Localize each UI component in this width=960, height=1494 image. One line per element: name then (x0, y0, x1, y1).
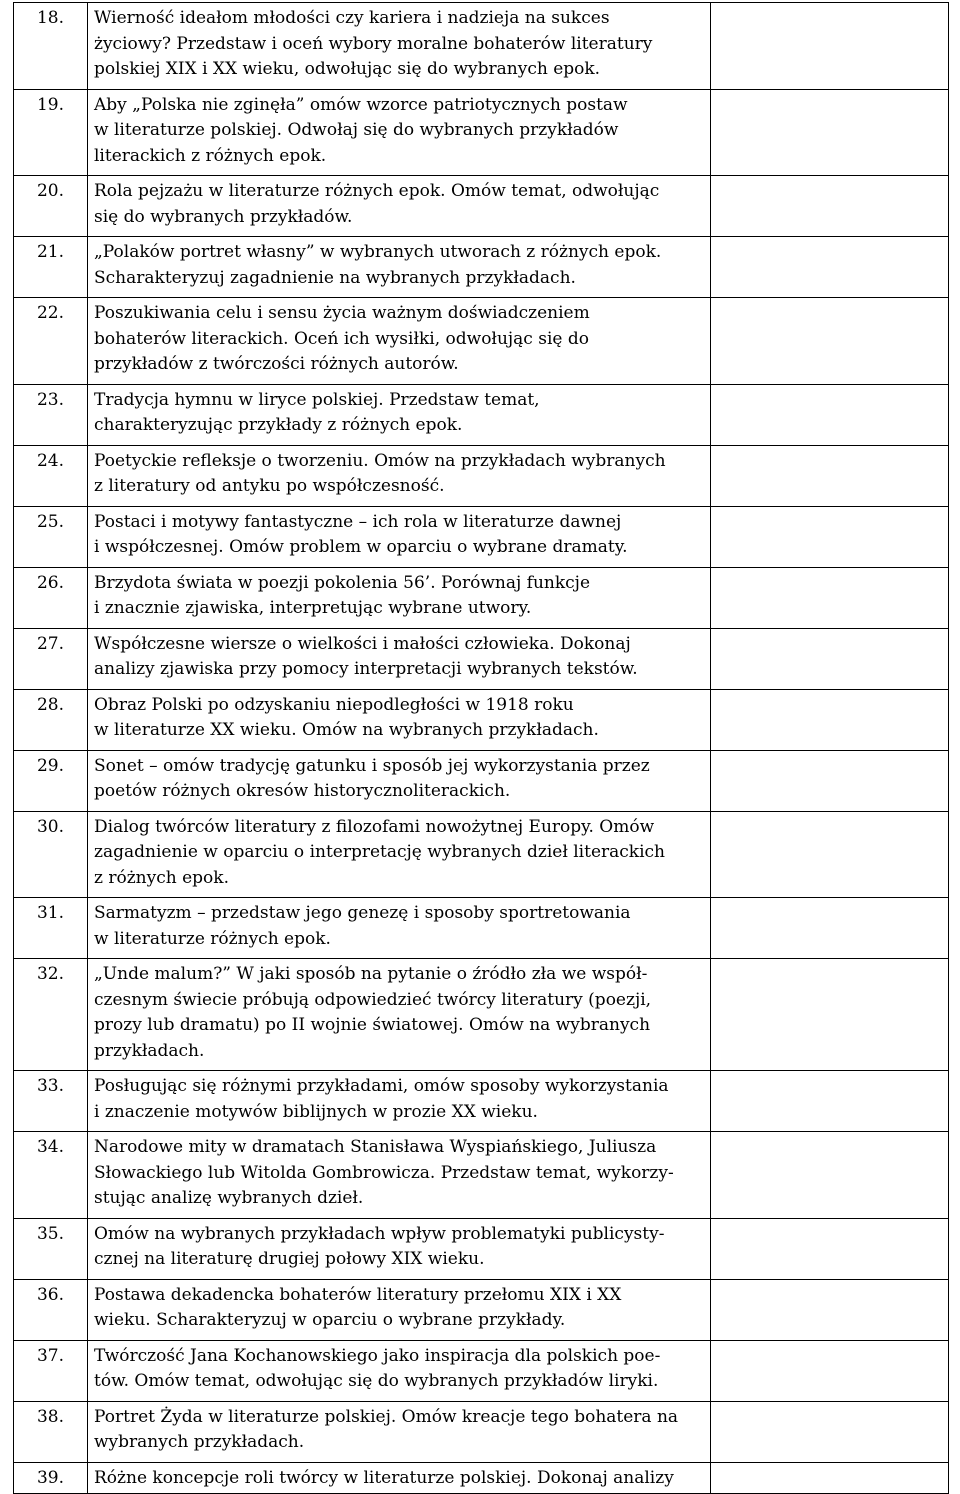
topic-text-line: Scharakteryzuj zagadnienie na wybranych przykładach. (94, 267, 576, 288)
topic-text-line: Twórczość Jana Kochanowskiego jako inspiracja dla polskich poe- (94, 1345, 661, 1366)
topic-text (88, 898, 711, 959)
topic-row (14, 567, 949, 628)
topic-text (88, 89, 711, 176)
topic-text-line: Posługując się różnymi przykładami, omów sposoby wykorzystania (94, 1076, 669, 1096)
topic-text (88, 237, 711, 298)
topic-notes-cell (711, 750, 949, 811)
topic-number: 26. (14, 567, 88, 628)
topic-row (14, 689, 949, 750)
topic-text-line: cznej na literaturę drugiej połowy XIX wieku. (94, 1249, 485, 1269)
topic-notes-cell (711, 567, 949, 628)
topic-text-line: polskiej XIX i XX wieku, odwołując się do wybranych epok. (94, 59, 601, 79)
topic-text-line: i współczesnej. Omów problem w oparciu o wybrane dramaty. (94, 537, 628, 557)
topic-text-line: przykładach. (94, 1040, 205, 1061)
topic-text (88, 1071, 711, 1132)
topic-notes-cell (711, 1218, 949, 1279)
topic-text (88, 567, 711, 628)
topic-row (14, 89, 949, 176)
topic-number: 31. (14, 898, 88, 959)
topic-text-line: Tradycja hymnu w liryce polskiej. Przedstaw temat, (94, 389, 540, 410)
topic-notes-cell (711, 237, 949, 298)
topic-text-line: Postawa dekadencka bohaterów literatury przełomu XIX i XX (94, 1284, 622, 1305)
topic-number: 28. (14, 689, 88, 750)
topic-notes-cell (711, 1401, 949, 1462)
topic-number: 38. (14, 1401, 88, 1462)
topic-text-line: Postaci i motywy fantastyczne – ich rola w literaturze dawnej (94, 511, 622, 532)
topic-row (14, 1401, 949, 1462)
topic-notes-cell (711, 1071, 949, 1132)
topic-number: 32. (14, 959, 88, 1071)
topic-notes-cell (711, 3, 949, 90)
topic-text-line: „Unde malum?” W jaki sposób na pytanie o źródło zła we współ- (94, 964, 648, 984)
topic-row (14, 750, 949, 811)
topic-number: 34. (14, 1132, 88, 1219)
topic-text-line: w literaturze XX wieku. Omów na wybranych przykładach. (94, 720, 599, 740)
topic-text-line: literackich z różnych epok. (94, 145, 327, 166)
topic-text-line: Poszukiwania celu i sensu życia ważnym doświadczeniem (94, 303, 590, 323)
topic-number: 35. (14, 1218, 88, 1279)
topic-text-line: w literaturze polskiej. Odwołaj się do wybranych przykładów (94, 120, 619, 140)
topic-number: 33. (14, 1071, 88, 1132)
topic-number: 29. (14, 750, 88, 811)
topic-notes-cell (711, 1279, 949, 1340)
topic-text-line: Różne koncepcje roli twórcy w literaturze polskiej. Dokonaj analizy (94, 1467, 674, 1488)
topic-row (14, 811, 949, 898)
topic-text-line: zagadnienie w oparciu o interpretację wybranych dzieł literackich (94, 842, 666, 862)
topic-number: 22. (14, 298, 88, 385)
topic-row (14, 1132, 949, 1219)
topic-number: 37. (14, 1340, 88, 1401)
topic-text-line: wybranych przykładach. (94, 1432, 305, 1452)
topic-text-line: w literaturze różnych epok. (94, 928, 331, 949)
topic-text (88, 811, 711, 898)
topic-notes-cell (711, 89, 949, 176)
topic-text (88, 445, 711, 506)
topic-text (88, 298, 711, 385)
topic-notes-cell (711, 384, 949, 445)
topic-text-line: Obraz Polski po odzyskaniu niepodległości w 1918 roku (94, 694, 574, 715)
topic-text-line: bohaterów literackich. Oceń ich wysiłki, odwołując się do (94, 328, 589, 349)
topic-text-line: Portret Żyda w literaturze polskiej. Omów kreacje tego bohatera na (94, 1406, 679, 1427)
topic-text (88, 506, 711, 567)
topic-row (14, 628, 949, 689)
topic-text-line: życiowy? Przedstaw i oceń wybory moralne bohaterów literatury (94, 33, 653, 54)
topic-text (88, 384, 711, 445)
topic-text-line: Rola pejzażu w literaturze różnych epok. Omów temat, odwołując (94, 181, 660, 201)
topic-text-line: Dialog twórców literatury z filozofami nowożytnej Europy. Omów (94, 816, 655, 837)
topic-row (14, 384, 949, 445)
topic-text (88, 1132, 711, 1219)
topic-text-line: przykładów z twórczości różnych autorów. (94, 354, 459, 374)
topic-text-line: Brzydota świata w poezji pokolenia 56’. Porównaj funkcje (94, 572, 591, 593)
topic-notes-cell (711, 628, 949, 689)
topic-text-line: wieku. Scharakteryzuj w oparciu o wybrane przykłady. (94, 1310, 566, 1330)
topic-text-line: Omów na wybranych przykładach wpływ problematyki publicysty- (94, 1223, 665, 1244)
topic-text-line: się do wybranych przykładów. (94, 206, 353, 227)
topic-notes-cell (711, 1340, 949, 1401)
topic-text-line: stując analizę wybranych dzieł. (94, 1188, 364, 1208)
topic-text-line: analizy zjawiska przy pomocy interpretacji wybranych tekstów. (94, 659, 638, 679)
topic-row (14, 1218, 949, 1279)
topic-text (88, 1401, 711, 1462)
topic-text-line: charakteryzując przykłady z różnych epok. (94, 415, 463, 435)
topic-text-line: Aby „Polska nie zginęła” omów wzorce patriotycznych postaw (94, 94, 628, 115)
topic-row (14, 445, 949, 506)
topic-row (14, 1340, 949, 1401)
topic-notes-cell (711, 689, 949, 750)
topic-number: 36. (14, 1279, 88, 1340)
topics-table (13, 2, 949, 1494)
topic-text (88, 628, 711, 689)
topic-text-line: „Polaków portret własny” w wybranych utworach z różnych epok. (94, 242, 662, 262)
topic-text-line: poetów różnych okresów historycznoliterackich. (94, 781, 511, 801)
topic-number: 27. (14, 628, 88, 689)
topic-text-line: prozy lub dramatu) po II wojnie światowej. Omów na wybranych (94, 1015, 651, 1035)
topic-text-line: tów. Omów temat, odwołując się do wybranych przykładów liryki. (94, 1371, 659, 1391)
topic-number: 39. (14, 1462, 88, 1494)
topic-row (14, 1071, 949, 1132)
topic-notes-cell (711, 959, 949, 1071)
topic-row (14, 3, 949, 90)
topic-number: 20. (14, 176, 88, 237)
topic-text-line: Sonet – omów tradycję gatunku i sposób jej wykorzystania przez (94, 755, 650, 776)
topic-number: 21. (14, 237, 88, 298)
topic-text-line: Słowackiego lub Witolda Gombrowicza. Przedstaw temat, wykorzy- (94, 1162, 674, 1183)
topic-text (88, 3, 711, 90)
topic-text (88, 1462, 711, 1494)
topic-number: 18. (14, 3, 88, 90)
topic-text-line: i znaczenie motywów biblijnych w prozie XX wieku. (94, 1101, 538, 1122)
topic-text (88, 1279, 711, 1340)
topic-row (14, 959, 949, 1071)
topic-notes-cell (711, 811, 949, 898)
topic-number: 30. (14, 811, 88, 898)
topic-row (14, 506, 949, 567)
topic-row (14, 176, 949, 237)
topic-text-line: Narodowe mity w dramatach Stanisława Wyspiańskiego, Juliusza (94, 1137, 657, 1157)
topic-row (14, 298, 949, 385)
topic-text (88, 689, 711, 750)
topic-number: 25. (14, 506, 88, 567)
topic-notes-cell (711, 176, 949, 237)
topic-text-line: Sarmatyzm – przedstaw jego genezę i sposoby sportretowania (94, 903, 631, 923)
topic-notes-cell (711, 1462, 949, 1494)
topics-table-body (14, 3, 949, 1494)
topic-text-line: z literatury od antyku po współczesność. (94, 476, 445, 496)
topic-row (14, 1279, 949, 1340)
topic-number: 24. (14, 445, 88, 506)
topic-number: 19. (14, 89, 88, 176)
topic-row (14, 898, 949, 959)
topic-notes-cell (711, 506, 949, 567)
topic-text (88, 1340, 711, 1401)
topic-notes-cell (711, 445, 949, 506)
topic-text (88, 959, 711, 1071)
topic-text (88, 750, 711, 811)
topic-text-line: czesnym świecie próbują odpowiedzieć twórcy literatury (poezji, (94, 989, 652, 1010)
topic-number: 23. (14, 384, 88, 445)
topic-row (14, 237, 949, 298)
topic-text-line: i znacznie zjawiska, interpretując wybrane utwory. (94, 598, 532, 618)
topic-notes-cell (711, 298, 949, 385)
topic-text-line: Poetyckie refleksje o tworzeniu. Omów na przykładach wybranych (94, 450, 666, 471)
topic-text-line: Wierność ideałom młodości czy kariera i nadzieja na sukces (94, 8, 610, 28)
topic-text-line: Współczesne wiersze o wielkości i małości człowieka. Dokonaj (94, 633, 631, 654)
topic-row (14, 1462, 949, 1494)
topic-text-line: z różnych epok. (94, 867, 229, 888)
topic-text (88, 176, 711, 237)
topic-notes-cell (711, 1132, 949, 1219)
topic-text (88, 1218, 711, 1279)
topic-notes-cell (711, 898, 949, 959)
